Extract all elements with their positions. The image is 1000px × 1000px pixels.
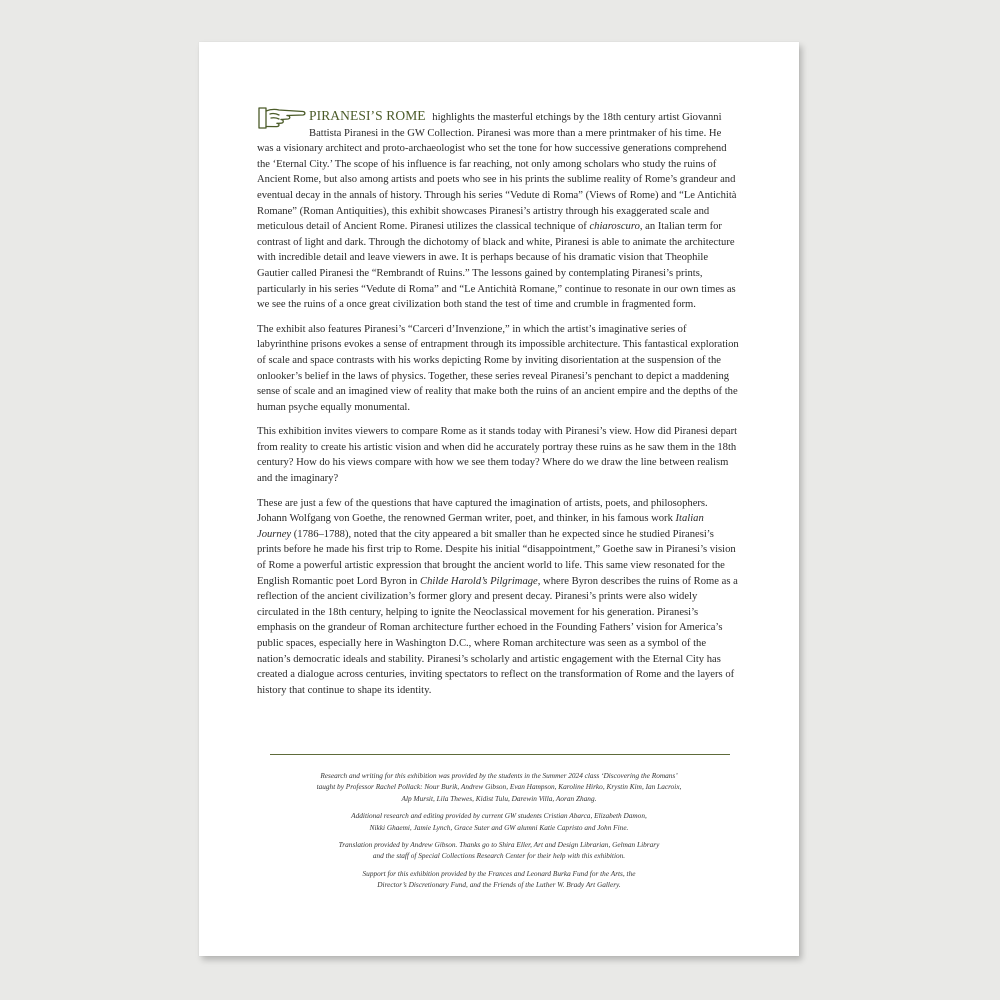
paragraph-influence <box>257 496 740 699</box>
credit-line: Alp Mursit, Lila Thewes, Kidist Tulu, Darewin Villa, Aoran Zhang. <box>401 793 597 803</box>
book-title-childe-harold: Childe Harold’s Pilgrimage <box>420 575 538 587</box>
credit-translation <box>259 839 739 862</box>
page-title: PIRANESI’S ROME <box>309 108 426 123</box>
credit-line: Nikki Ghaemi, Jamie Lynch, Grace Suter and GW alumni Katie Capristo and John Fine. <box>369 822 629 832</box>
credit-support <box>259 868 739 891</box>
document-body <box>257 108 740 707</box>
credit-line: taught by Professor Rachel Pollack: Nour Burik, Andrew Gibson, Evan Hampson, Karoline Hirko, Krystin Kim, Ian Lacroix, <box>316 782 682 792</box>
credit-line: and the staff of Special Collections Research Center for their help with this exhibition. <box>372 851 626 861</box>
credit-line: Research and writing for this exhibition was provided by the students in the Summer 2024 class ‘Discovering the Romans’ <box>320 771 678 780</box>
intro-term: chiaroscuro <box>589 221 640 233</box>
credit-line: Additional research and editing provided by current GW students Cristian Abarca, Elizabeth Damon, <box>351 811 647 821</box>
document-page <box>199 42 799 956</box>
credits <box>259 770 739 897</box>
paragraph-carceri: The exhibit also features Piranesi’s “Carceri d’Invenzione,” in which the artist’s imaginative series of labyrinthine prisons evokes a sense of entrapment through its impossible architecture. This fantastical exploration of scale and space contrasts with his works depicting Rome by inviting disorientation at the suspension of the onlooker’s belief in the laws of physics. Together, these series reveal Piranesi’s penchant to depict a maddening sense of scale and an imagined view of reality that make both the ruins of an ancient empire and the depths of the human psyche equally monumental. <box>257 323 739 413</box>
credit-line: Support for this exhibition provided by the Frances and Leonard Burka Fund for the Arts, the <box>362 868 636 878</box>
paragraph-questions: This exhibition invites viewers to compare Rome as it stands today with Piranesi’s view. How did Piranesi depart from reality to create his artistic vision and when did he accurately portray these ruins as he saw them in the 18th century? How do his views compare with how we see them today? Where do we draw the line between realism and the imaginary? <box>257 426 738 485</box>
credit-line: Director’s Discretionary Fund, and the Friends of the Luther W. Brady Art Gallery. <box>377 880 621 890</box>
credit-research <box>259 770 739 804</box>
book-title-italian-journey: Italian Journey <box>257 513 704 540</box>
section-divider <box>270 754 730 755</box>
influence-text-part2: (1786–1788), noted that the city appeared a bit smaller than he expected since he studied Piranesi’s prints before he made his first trip to Rome. Despite his initial “disappointment,” Goethe saw in Piranesi’s vision of Rome a powerful artistic expression that brought the ancient world to life. This same view resonated for the English Romantic poet Lord Byron in <box>257 528 736 587</box>
credit-editing <box>259 810 739 833</box>
influence-text-part3: , where Byron describes the ruins of Rome as a reflection of the ancient civilization’s former glory and present decay. Piranesi’s prints were also widely circulated in the 18th century, helping to ignite the Neoclassical movement for his generation. Piranesi’s emphasis on the grandeur of Roman architecture further echoed in the Founding Fathers’ vision for America’s public spaces, especially here in Washington D.C., where Roman architecture was seen as a symbol of the nation’s democratic ideals and stability. Piranesi’s scholarly and artistic engagement with the Eternal City has created a dialogue across centuries, inviting spectators to reflect on the transformation of Rome and the layers of history that continue to shape its identity. <box>257 575 738 696</box>
credit-line: Translation provided by Andrew Gibson. Thanks go to Shira Eller, Art and Design Librarian, Gelman Library <box>338 840 660 850</box>
intro-paragraph <box>257 108 740 313</box>
influence-text-part1: These are just a few of the questions that have captured the imagination of artists, poets, and philosophers. Johann Wolfgang von Goethe, the renowned German writer, poet, and thinker, in his famous work <box>257 497 708 525</box>
intro-text-part2: , an Italian term for contrast of light and dark. Through the dichotomy of black and white, Piranesi is able to animate the architecture with incredible detail and leave viewers in awe. It is perhaps because of his dramatic vision that Theophile Gautier called Piranesi the “Rembrandt of Ruins.” The lessons gained by contemplating Piranesi’s prints, particularly in his series “Vedute di Roma” and “Le Antichità Romane,” continue to resonate in our own times as we see the ruins of a once great civilization both stand the test of time and crumble in fragmented form. <box>257 221 736 311</box>
intro-text-part1: highlights the masterful etchings by the 18th century artist Giovanni Battista Piranesi in the GW Collection. Piranesi was more than a mere printmaker of his time. He was a visionary architect and proto-archaeologist who set the tone for how successive generations comprehend the ‘Eternal City.’ The scope of his influence is far reaching, not only among scholars who study the ruins of Ancient Rome, but also among artists and poets who see in his prints the sublime reality of Rome’s grandeur and eventual decay in the annals of history. Through his series “Vedute di Roma” (Views of Rome) and “Le Antichità Romane” (Roman Antiquities), this exhibit showcases Piranesi’s artistry through his exaggerated scale and meticulous detail of Ancient Rome. Piranesi utilizes the classical technique of <box>257 112 737 233</box>
pointing-hand-icon <box>257 104 307 131</box>
